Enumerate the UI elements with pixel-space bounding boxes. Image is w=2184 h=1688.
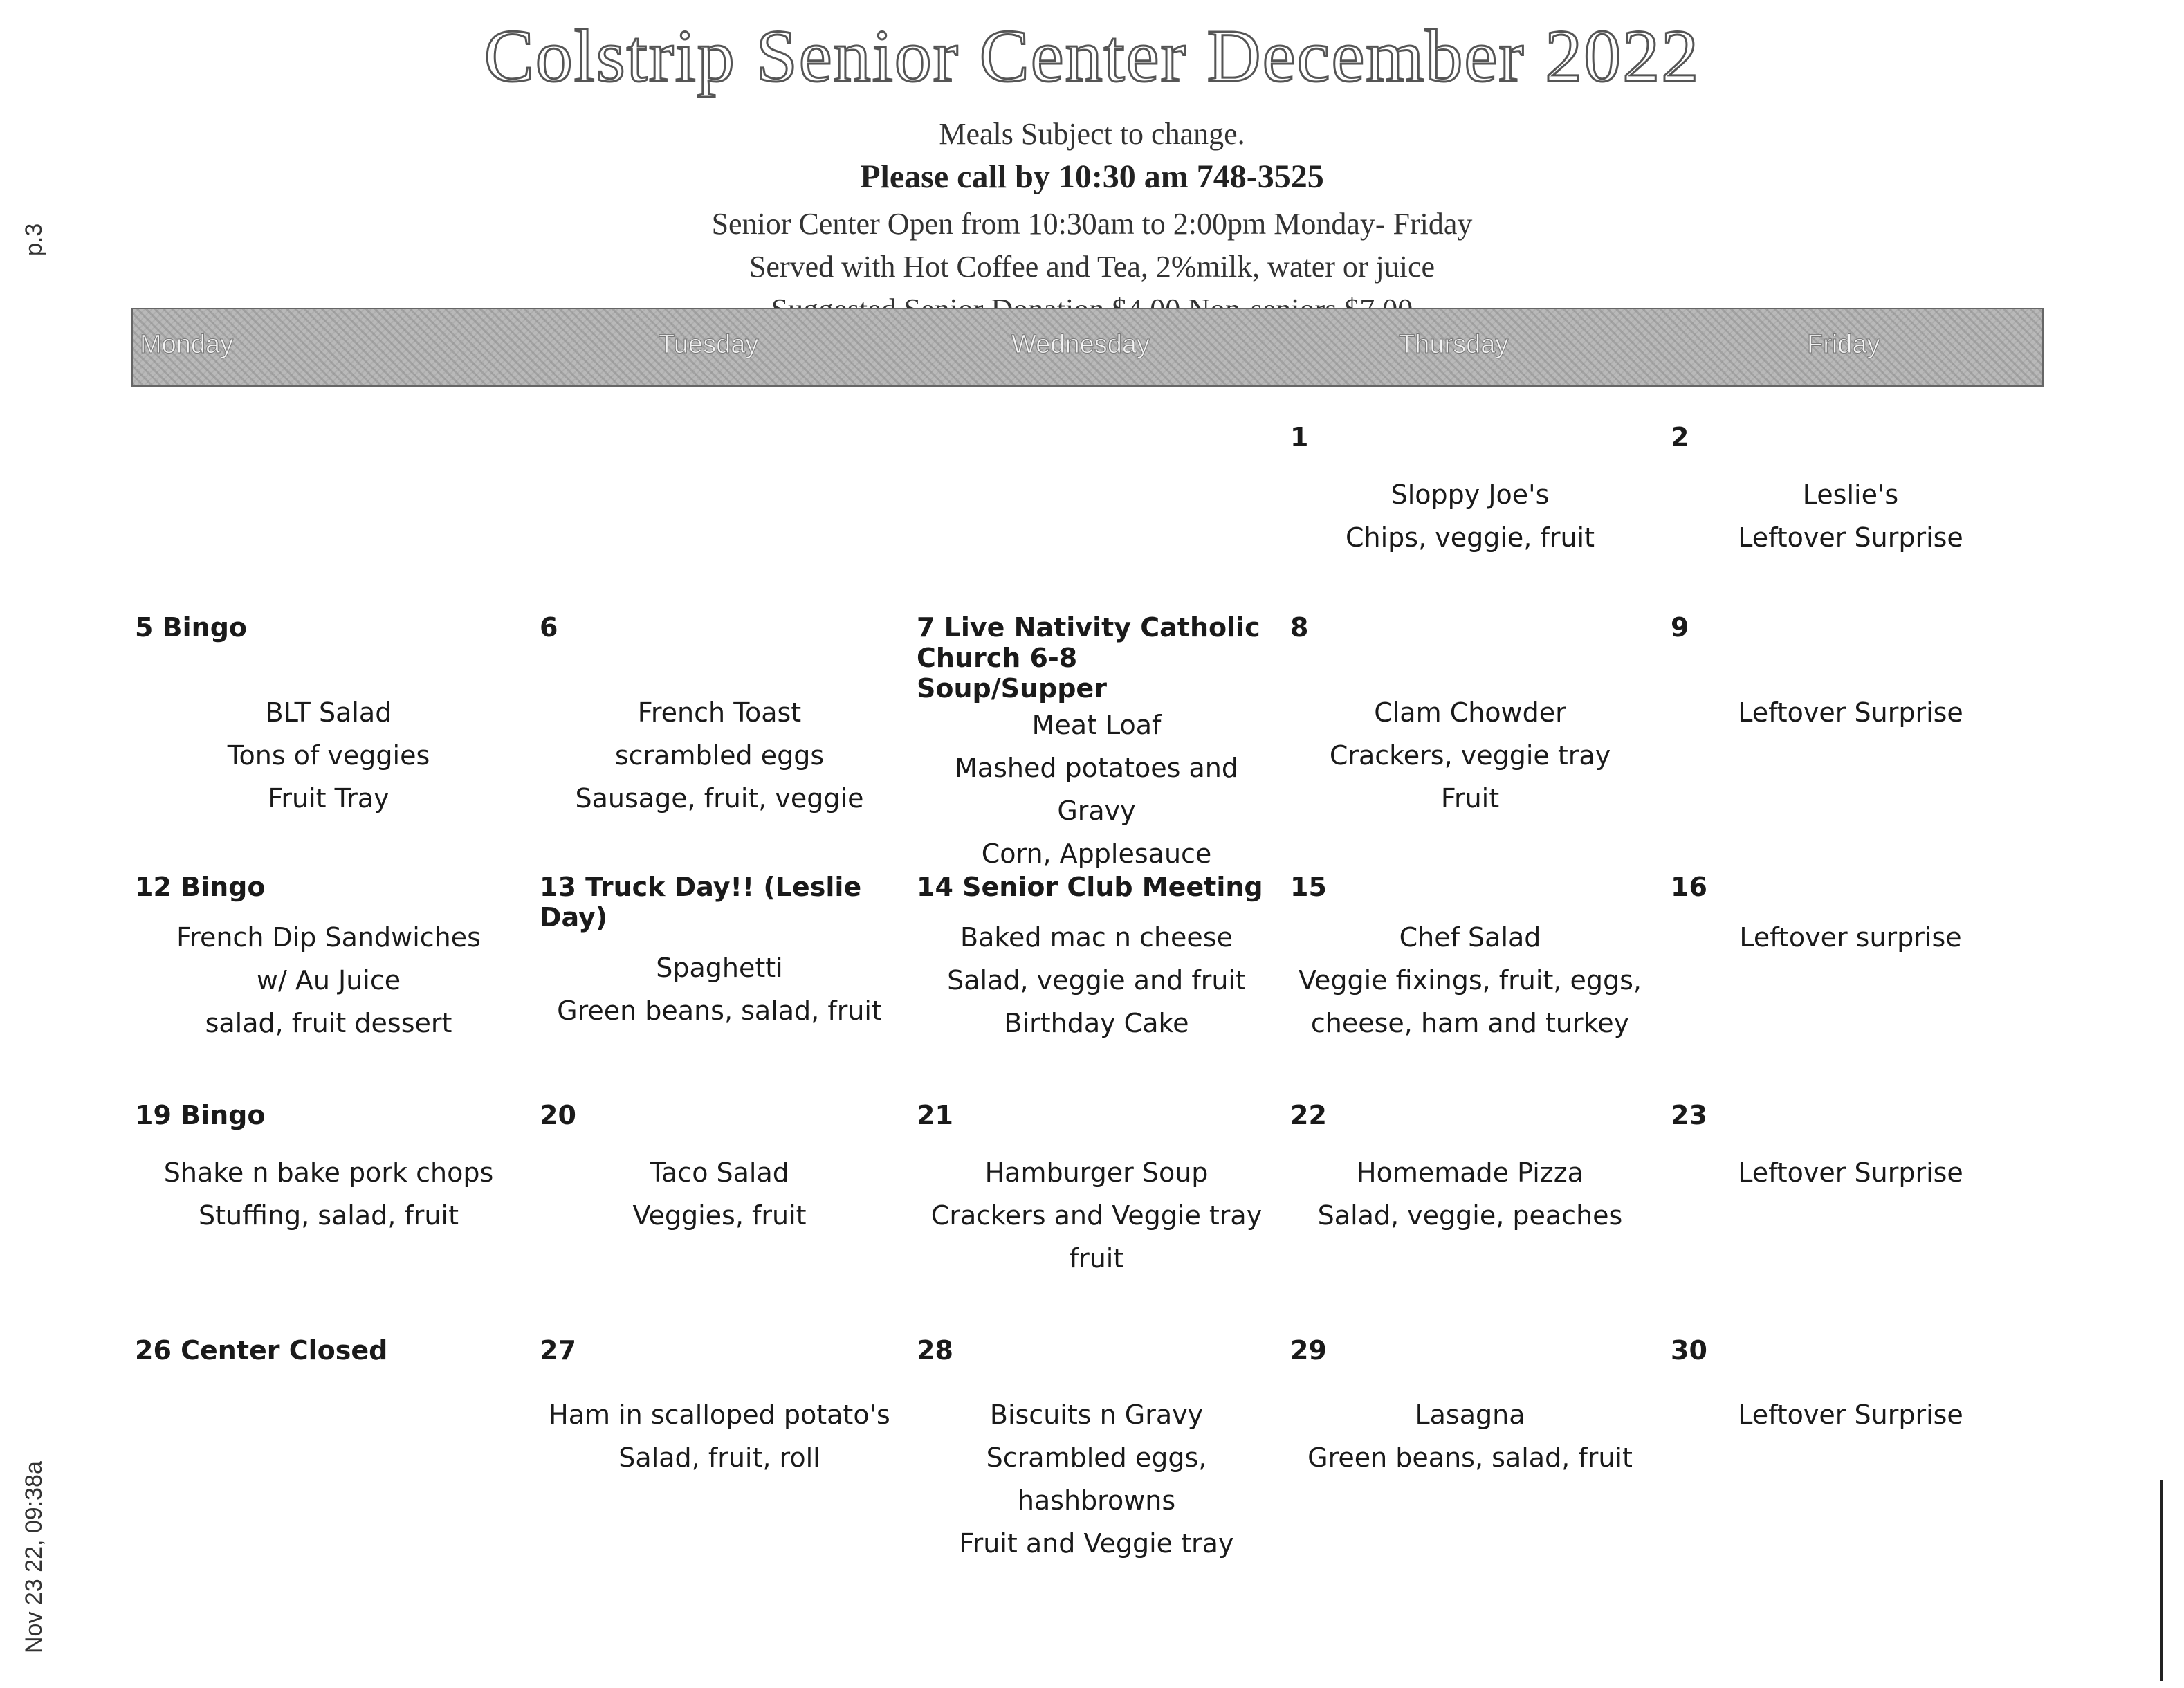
meal-line: Fruit Tray: [268, 783, 389, 814]
meal-line: Salad, veggie, peaches: [1317, 1200, 1623, 1231]
day-cell: [135, 872, 522, 1045]
day-number: 30: [1671, 1335, 1707, 1366]
day-cell: [917, 872, 1276, 1045]
meal-list: [540, 691, 899, 820]
meal-line: Leftover Surprise: [1738, 1157, 1963, 1188]
meal-line: French Toast: [637, 697, 802, 728]
day-number: 1: [1290, 422, 1309, 452]
meal-line: Birthday Cake: [1004, 1008, 1189, 1038]
hours-note: Senior Center Open from 10:30am to 2:00pm Monday- Friday: [711, 207, 1473, 241]
meal-line: Salad, fruit, roll: [618, 1442, 820, 1473]
meal-line: Clam Chowder: [1374, 697, 1566, 728]
day-number: 5 Bingo: [135, 612, 248, 643]
day-number: 21: [917, 1100, 953, 1130]
meal-line: Baked mac n cheese: [960, 922, 1233, 953]
day-cell: [917, 1100, 1276, 1280]
day-cell: [1290, 1335, 1650, 1479]
meal-line: Mashed potatoes and Gravy: [955, 753, 1238, 826]
meal-line: Chips, veggie, fruit: [1346, 522, 1595, 553]
day-cell: [1671, 422, 2030, 559]
meal-line: Fruit: [1440, 783, 1500, 814]
meal-line: Crackers and Veggie tray: [930, 1200, 1263, 1231]
meal-line: salad, fruit dessert: [205, 1008, 452, 1038]
day-number: 6: [540, 612, 558, 643]
edge-mark: [2160, 1480, 2163, 1681]
day-wednesday: Wednesday: [1011, 330, 1150, 359]
day-number: 19 Bingo: [135, 1100, 266, 1130]
meal-line: Veggies, fruit: [632, 1200, 807, 1231]
day-number: 26 Center Closed: [135, 1335, 388, 1366]
meal-list: [135, 691, 522, 820]
day-cell: [1290, 872, 1650, 1045]
meal-line: Chef Salad: [1399, 922, 1541, 953]
day-cell: [1290, 612, 1650, 820]
day-cell: [1290, 422, 1650, 559]
meal-line: Leslie's: [1802, 479, 1899, 510]
meal-list: [1290, 1151, 1650, 1237]
meal-line: Veggie fixings, fruit, eggs,: [1298, 965, 1642, 996]
day-cell: [917, 1335, 1276, 1565]
meal-line: Meat Loaf: [1031, 710, 1162, 740]
meal-line: w/ Au Juice: [256, 965, 401, 996]
meal-line: Ham in scalloped potato's: [549, 1400, 890, 1430]
meal-line: Leftover Surprise: [1738, 697, 1963, 728]
meal-line: Homemade Pizza: [1357, 1157, 1584, 1188]
meal-line: Crackers, veggie tray: [1329, 740, 1611, 771]
day-number: 28: [917, 1335, 953, 1366]
meal-list: [1671, 1393, 2030, 1436]
day-cell: [135, 1100, 522, 1237]
day-number: 27: [540, 1335, 576, 1366]
meal-line: Green beans, salad, fruit: [557, 996, 882, 1026]
meal-list: [540, 946, 899, 1032]
day-number: 16: [1671, 872, 1707, 902]
meal-list: [135, 916, 522, 1045]
meal-line: Leftover Surprise: [1738, 1400, 1963, 1430]
meal-line: Biscuits n Gravy: [989, 1400, 1204, 1430]
weekday-header-bar: [131, 308, 2044, 387]
day-number: 7 Live Nativity Catholic: [917, 612, 1260, 643]
meal-list: [1671, 691, 2030, 734]
day-cell: [1671, 612, 2030, 734]
fax-timestamp: Nov 23 22, 09:38a: [21, 1461, 47, 1653]
meal-line: Lasagna: [1415, 1400, 1525, 1430]
page-number: p.3: [21, 223, 47, 256]
day-cell: [1671, 1335, 2030, 1436]
meal-line: fruit: [1069, 1243, 1124, 1274]
meal-list: [1290, 916, 1650, 1045]
day-number: 29: [1290, 1335, 1327, 1366]
day-cell: [1671, 1100, 2030, 1194]
meal-list: [917, 916, 1276, 1045]
day-cell: [135, 1335, 522, 1393]
day-tuesday: Tuesday: [659, 330, 759, 359]
day-number: 13 Truck Day!! (Leslie Day): [540, 872, 862, 933]
day-number: 9: [1671, 612, 1689, 643]
day-cell: [135, 612, 522, 820]
meal-line: Leftover Surprise: [1738, 522, 1963, 553]
meal-line: Sloppy Joe's: [1391, 479, 1550, 510]
day-number: 20: [540, 1100, 576, 1130]
meal-line: Tons of veggies: [227, 740, 430, 771]
meal-line: Leftover surprise: [1739, 922, 1962, 953]
day-monday: Monday: [140, 330, 234, 359]
meal-line: scrambled eggs: [614, 740, 825, 771]
day-cell: [540, 1335, 899, 1479]
meals-change-note: Meals Subject to change.: [939, 117, 1245, 151]
day-number: 2: [1671, 422, 1689, 452]
day-number: 23: [1671, 1100, 1707, 1130]
meal-line: Fruit and Veggie tray: [959, 1528, 1234, 1559]
meal-line: Salad, veggie and fruit: [947, 965, 1246, 996]
meal-list: [1671, 1151, 2030, 1194]
meal-list: [1290, 691, 1650, 820]
meal-list: [917, 704, 1276, 875]
meal-list: [540, 1151, 899, 1237]
meal-line: Hamburger Soup: [984, 1157, 1209, 1188]
call-in-note: Please call by 10:30 am 748-3525: [860, 158, 1324, 195]
meal-line: Sausage, fruit, veggie: [575, 783, 864, 814]
meal-list: [917, 1393, 1276, 1565]
meal-list: [1671, 473, 2030, 559]
day-cell: [1671, 872, 2030, 959]
day-cell: [540, 612, 899, 820]
meal-list: [135, 1151, 522, 1237]
meal-line: Scrambled eggs, hashbrowns: [986, 1442, 1207, 1516]
meal-line: Corn, Applesauce: [981, 838, 1212, 869]
meal-list: [540, 1393, 899, 1479]
meal-list: [917, 1151, 1276, 1280]
day-thursday: Thursday: [1399, 330, 1509, 359]
meal-line: Spaghetti: [656, 953, 783, 983]
day-number: 14 Senior Club Meeting: [917, 872, 1263, 902]
day-cell: [1290, 1100, 1650, 1237]
day-cell: [917, 612, 1276, 875]
meal-line: Green beans, salad, fruit: [1307, 1442, 1633, 1473]
meal-line: cheese, ham and turkey: [1310, 1008, 1630, 1038]
meal-line: Taco Salad: [650, 1157, 789, 1188]
meal-list: [1290, 1393, 1650, 1479]
day-event: Church 6-8 Soup/Supper: [917, 643, 1107, 704]
day-cell: [540, 872, 899, 1032]
meal-line: BLT Salad: [265, 697, 392, 728]
calendar-title: Colstrip Senior Center December 2022: [484, 15, 1700, 98]
day-number: 22: [1290, 1100, 1327, 1130]
day-number: 12 Bingo: [135, 872, 266, 902]
meal-list: [1290, 473, 1650, 559]
day-friday: Friday: [1807, 330, 1880, 359]
day-cell: [540, 1100, 899, 1237]
meal-line: French Dip Sandwiches: [176, 922, 481, 953]
meal-line: Stuffing, salad, fruit: [199, 1200, 459, 1231]
meal-line: Shake n bake pork chops: [163, 1157, 494, 1188]
beverages-note: Served with Hot Coffee and Tea, 2%milk, water or juice: [749, 250, 1435, 284]
day-number: 8: [1290, 612, 1309, 643]
day-number: 15: [1290, 872, 1327, 902]
meal-list: [1671, 916, 2030, 959]
